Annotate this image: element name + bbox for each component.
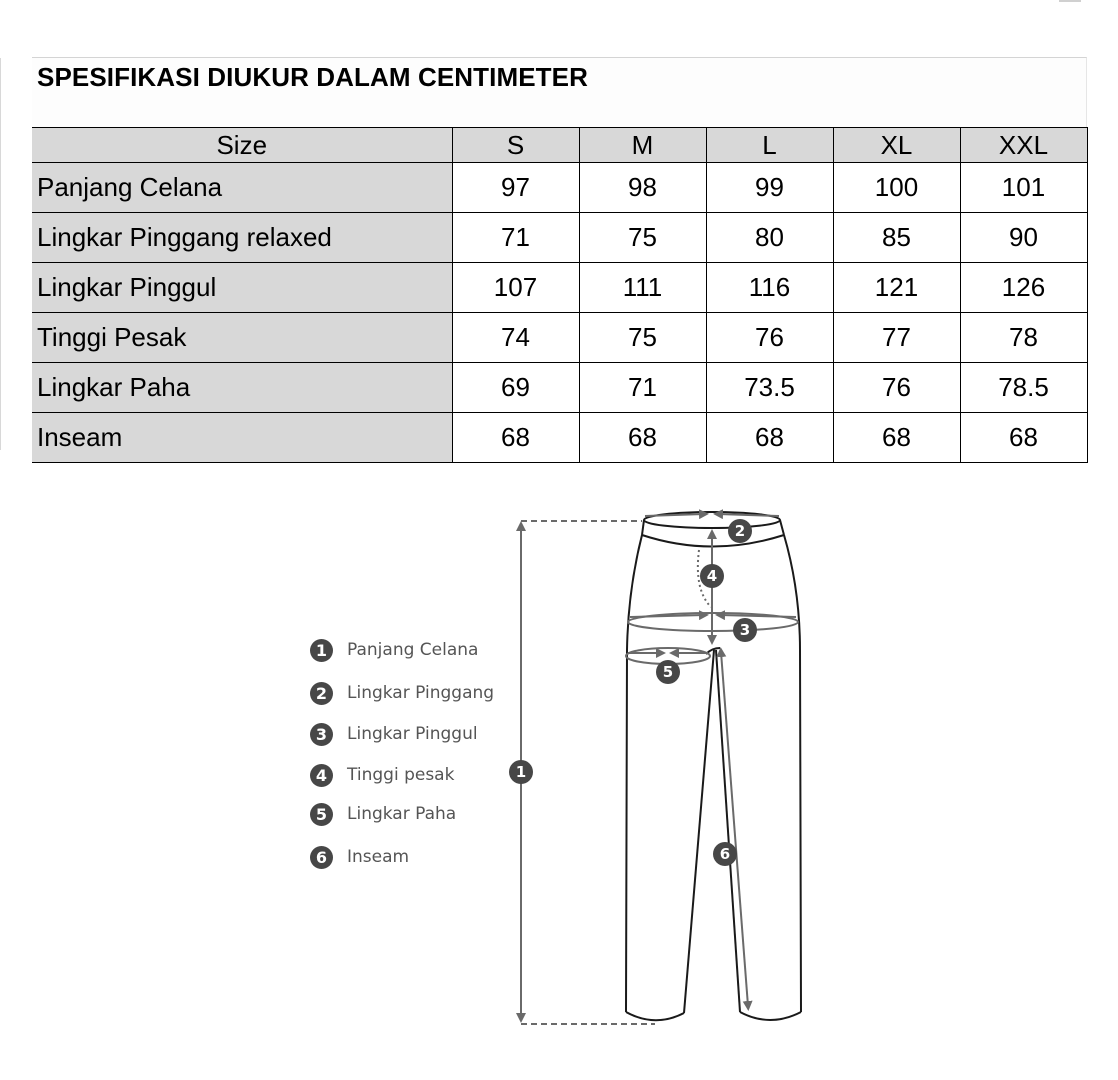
cell-value: 99 <box>706 163 833 213</box>
legend-label: Inseam <box>347 847 410 867</box>
cell-value: 78 <box>960 313 1087 363</box>
cell-value: 68 <box>579 413 706 463</box>
header-m: M <box>579 128 706 163</box>
row-label: Lingkar Pinggul <box>32 263 452 313</box>
cell-value: 75 <box>579 313 706 363</box>
legend-label: Tinggi pesak <box>347 765 455 785</box>
cell-value: 116 <box>706 263 833 313</box>
marker-4-label: 4 <box>706 567 718 585</box>
cell-value: 101 <box>960 163 1087 213</box>
row-label: Tinggi Pesak <box>32 313 452 363</box>
legend-item-tinggi-pesak <box>310 763 454 787</box>
header-size: Size <box>32 128 452 163</box>
header-s: S <box>452 128 579 163</box>
row-label: Lingkar Pinggang relaxed <box>32 213 452 263</box>
legend-label: Lingkar Paha <box>347 804 457 824</box>
legend-label: Lingkar Pinggang <box>347 683 495 703</box>
header-xl: XL <box>833 128 960 163</box>
legend-item-lingkar-pinggang <box>310 681 494 705</box>
title-row <box>32 57 1087 127</box>
cell-value: 68 <box>960 413 1087 463</box>
cell-value: 68 <box>706 413 833 463</box>
header-l: L <box>706 128 833 163</box>
cell-value: 80 <box>706 213 833 263</box>
cell-value: 73.5 <box>706 363 833 413</box>
legend-label: Lingkar Pinggul <box>347 724 478 744</box>
cell-value: 71 <box>579 363 706 413</box>
marker-6-label: 6 <box>719 845 731 863</box>
cell-value: 121 <box>833 263 960 313</box>
legend-label: Panjang Celana <box>347 640 479 660</box>
table-row <box>32 163 1087 213</box>
marker-2-label: 2 <box>734 522 746 540</box>
legend-item-lingkar-pinggul <box>310 722 478 746</box>
cell-value: 75 <box>579 213 706 263</box>
row-label: Inseam <box>32 413 452 463</box>
legend-item-panjang-celana <box>310 638 478 662</box>
number-3-icon: 3 <box>310 723 333 746</box>
number-1-icon: 1 <box>310 639 333 662</box>
row-label: Panjang Celana <box>32 163 452 213</box>
number-5-icon: 5 <box>310 803 333 826</box>
number-2-icon: 2 <box>310 682 333 705</box>
table-row <box>32 213 1087 263</box>
size-spec-sheet <box>32 57 1087 463</box>
legend-item-inseam <box>310 845 409 869</box>
legend-item-lingkar-paha <box>310 802 456 826</box>
cell-value: 69 <box>452 363 579 413</box>
cell-value: 100 <box>833 163 960 213</box>
header-xxl: XXL <box>960 128 1087 163</box>
cell-value: 76 <box>706 313 833 363</box>
pants-illustration <box>0 490 1118 1080</box>
cell-value: 77 <box>833 313 960 363</box>
marker-3-label: 3 <box>739 621 751 639</box>
size-table <box>32 127 1088 463</box>
cell-value: 90 <box>960 213 1087 263</box>
cell-value: 71 <box>452 213 579 263</box>
document-title: SPESIFIKASI DIUKUR DALAM CENTIMETER <box>37 62 588 92</box>
cell-value: 98 <box>579 163 706 213</box>
table-row <box>32 263 1087 313</box>
cell-value: 68 <box>452 413 579 463</box>
number-4-icon: 4 <box>310 764 333 787</box>
cell-value: 78.5 <box>960 363 1087 413</box>
cell-value: 85 <box>833 213 960 263</box>
measurement-diagram <box>0 490 1118 1080</box>
corner-mark <box>1059 0 1081 2</box>
cell-value: 107 <box>452 263 579 313</box>
cell-value: 74 <box>452 313 579 363</box>
marker-1-label: 1 <box>515 763 527 781</box>
left-edge-divider <box>0 58 1 450</box>
table-row <box>32 313 1087 363</box>
number-6-icon: 6 <box>310 846 333 869</box>
cell-value: 68 <box>833 413 960 463</box>
row-label: Lingkar Paha <box>32 363 452 413</box>
table-row <box>32 363 1087 413</box>
cell-value: 126 <box>960 263 1087 313</box>
cell-value: 76 <box>833 363 960 413</box>
cell-value: 97 <box>452 163 579 213</box>
marker-5-label: 5 <box>662 663 674 681</box>
table-header-row <box>32 128 1087 163</box>
table-row <box>32 413 1087 463</box>
cell-value: 111 <box>579 263 706 313</box>
